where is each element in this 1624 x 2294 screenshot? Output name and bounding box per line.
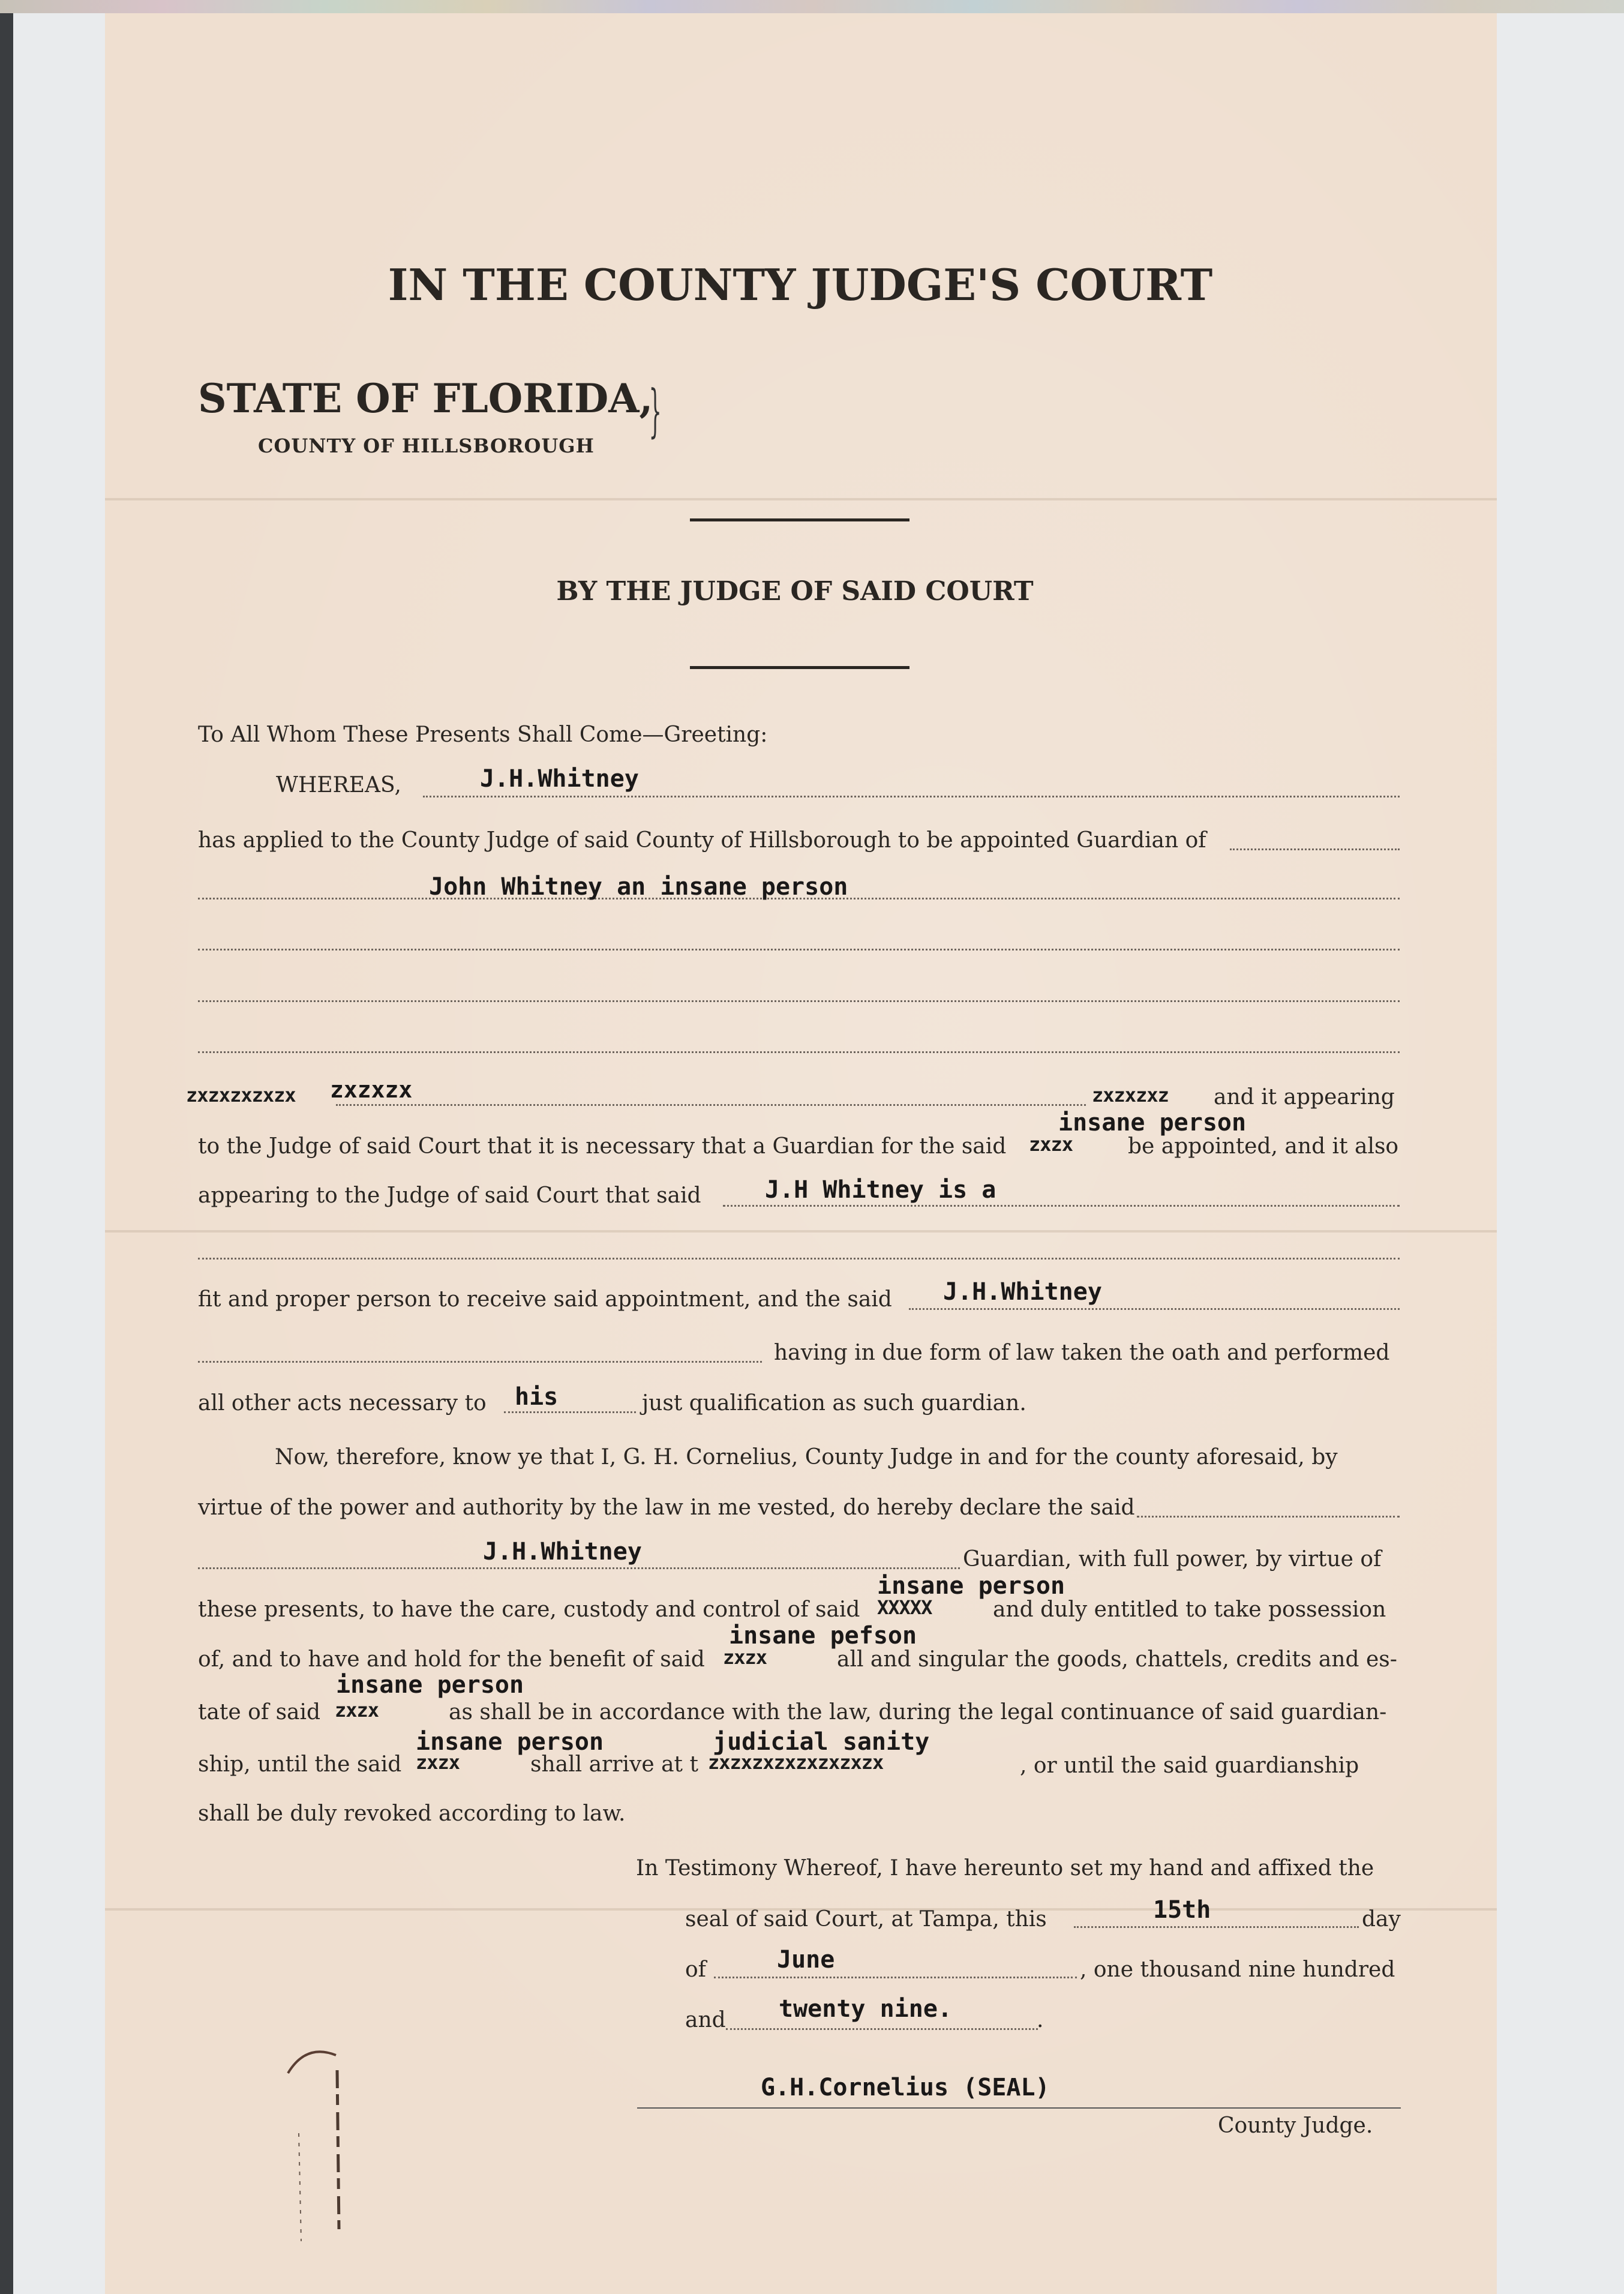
struck-text: zxzxzxz	[1092, 1084, 1169, 1106]
fill-line	[198, 1000, 1400, 1002]
now-therefore: Now, therefore, know ye that I, G. H. Cornelius, County Judge in and for the county aforesaid, by	[275, 1445, 1338, 1470]
hold-text: of, and to have and hold for the benefit of said	[198, 1647, 705, 1672]
fill-line	[198, 1258, 1400, 1260]
fill-line	[1230, 848, 1400, 850]
ward-name: John Whitney an insane person	[429, 873, 848, 901]
struck-text: zxzx	[723, 1646, 767, 1669]
state-heading: STATE OF FLORIDA,	[198, 375, 653, 422]
fill-line	[714, 1977, 1077, 1978]
fill-line	[336, 1104, 1086, 1106]
guardian-name: J.H.Whitney	[483, 1538, 642, 1566]
fill-line	[1074, 1926, 1359, 1928]
struck-text: zxzx	[416, 1751, 460, 1774]
struck-text: zxzx	[1029, 1133, 1073, 1156]
pronoun-fill: his	[515, 1383, 559, 1411]
of-label: of	[685, 1957, 706, 1982]
virtue-text: virtue of the power and authority by the law in me vested, do hereby declare the said	[198, 1495, 1135, 1520]
judicial-sanity-fill: judicial sanity	[713, 1728, 930, 1756]
ship-text: ship, until the said	[198, 1752, 402, 1777]
fill-line	[723, 1205, 1400, 1207]
divider	[690, 666, 909, 669]
fill-line	[504, 1411, 636, 1413]
thousand-text: , one thousand nine hundred	[1080, 1957, 1395, 1982]
appearing-text: be appointed, and it also	[1128, 1134, 1399, 1159]
applied-text: has applied to the County Judge of said County of Hillsborough to be appointed Guardian of	[198, 828, 1206, 853]
greeting: To All Whom These Presents Shall Come—Greeting:	[198, 722, 768, 747]
fill-statement: J.H Whitney is a	[765, 1176, 996, 1204]
paper-fold	[105, 498, 1497, 500]
struck-text: zxzx	[335, 1699, 379, 1722]
and-appearing: and it appearing	[1214, 1085, 1395, 1109]
fit-text: fit and proper person to receive said appointment, and the said	[198, 1287, 892, 1312]
by-judge-heading: BY THE JUDGE OF SAID COURT	[556, 576, 1034, 607]
having-text: having in due form of law taken the oath and performed	[774, 1341, 1390, 1365]
scan-color-strip	[0, 0, 1624, 13]
estate-text: tate of said	[198, 1700, 321, 1725]
fill-line	[198, 1051, 1400, 1053]
revoked-text: shall be duly revoked according to law.	[198, 1801, 626, 1826]
insane-person-fill: insane person	[1058, 1109, 1247, 1136]
appearing-text: appearing to the Judge of said Court that said	[198, 1183, 701, 1208]
binder-edge	[0, 0, 13, 2294]
insane-person-fill: insane person	[416, 1728, 604, 1756]
day-value: 15th	[1153, 1896, 1211, 1924]
fill-line	[726, 2028, 1038, 2030]
presents-text: these presents, to have the care, custody and control of said	[198, 1597, 860, 1622]
seal-text: seal of said Court, at Tampa, this	[685, 1907, 1047, 1932]
all-other-text: all other acts necessary to	[198, 1391, 487, 1416]
and-label: and	[685, 2008, 726, 2032]
fill-line	[909, 1308, 1400, 1310]
judge-signature: G.H.Cornelius (SEAL)	[761, 2074, 1050, 2101]
year-value: twenty nine.	[779, 1995, 952, 2023]
day-label: day	[1362, 1907, 1401, 1932]
month-value: June	[777, 1946, 835, 1974]
fill-line	[198, 1567, 960, 1569]
appearing-text: to the Judge of said Court that it is necessary that a Guardian for the said	[198, 1134, 1007, 1159]
county-judge-label: County Judge.	[1218, 2113, 1373, 2138]
presents-text: and duly entitled to take possession	[993, 1597, 1386, 1622]
divider	[690, 518, 909, 521]
paper-fold	[105, 1230, 1497, 1233]
insane-person-fill: insane person	[877, 1572, 1065, 1600]
appointee-name: J.H.Whitney	[943, 1278, 1102, 1306]
pencil-mark	[282, 2037, 354, 2253]
struck-text: zxzxzxzxzx	[186, 1084, 296, 1106]
county-heading: COUNTY OF HILLSBOROUGH	[258, 434, 595, 457]
signature-line	[637, 2107, 1401, 2109]
fill-line	[423, 796, 1400, 797]
ship-text: , or until the said guardianship	[1020, 1753, 1359, 1778]
fill-line	[198, 949, 1400, 950]
estate-text: as shall be in accordance with the law, during the legal continuance of said guardian-	[449, 1700, 1387, 1725]
ship-text: shall arrive at t	[530, 1752, 698, 1777]
period: .	[1037, 2008, 1044, 2032]
insane-person-fill: insane pefson	[729, 1622, 917, 1650]
struck-text: XXXXX	[877, 1596, 932, 1619]
applicant-name: J.H.Whitney	[480, 765, 639, 793]
whereas-label: WHEREAS,	[276, 773, 401, 797]
fill-line	[1137, 1516, 1400, 1518]
testimony-text: In Testimony Whereof, I have hereunto set my hand and affixed the	[636, 1856, 1374, 1881]
just-qualification: just qualification as such guardian.	[642, 1391, 1026, 1416]
hold-text: all and singular the goods, chattels, credits and es-	[837, 1647, 1397, 1672]
guardian-text: Guardian, with full power, by virtue of	[963, 1547, 1382, 1572]
insane-person-fill: insane person	[336, 1671, 524, 1699]
struck-text: zxzxzx	[330, 1076, 413, 1103]
brace-glyph: }	[649, 378, 662, 444]
struck-text: zxzxzxzxzxzxzxzx	[708, 1751, 884, 1774]
court-title: IN THE COUNTY JUDGE'S COURT	[388, 259, 1213, 310]
fill-line	[198, 1361, 762, 1363]
